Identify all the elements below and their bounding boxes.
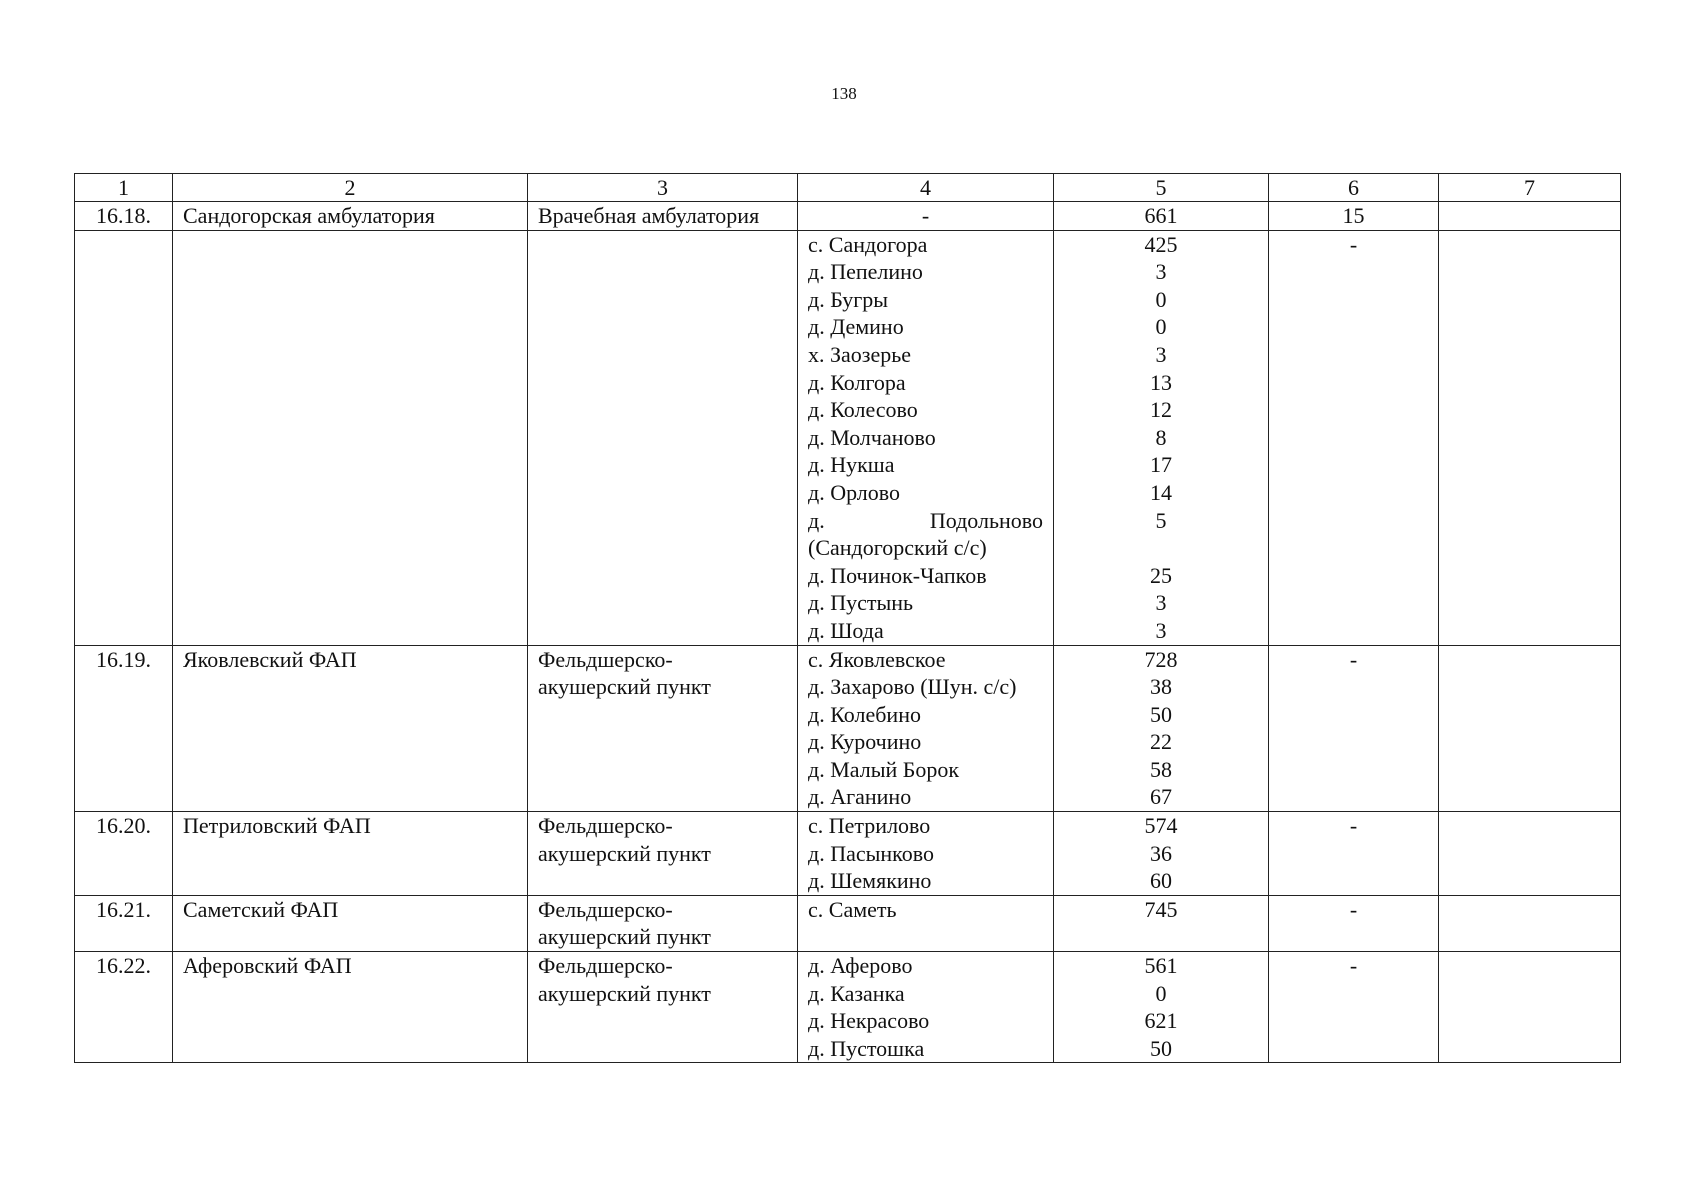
col7-cell [1439, 645, 1621, 812]
settlement-name: д. Шемякино [808, 868, 932, 894]
settlement-name: д. Некрасово [808, 1008, 930, 1034]
settlement-name: д. Молчаново [808, 424, 936, 450]
row-number [75, 230, 173, 645]
facility-type-line: акушерский пункт [538, 674, 711, 700]
table-row [75, 812, 1621, 896]
facility-name [173, 230, 528, 645]
col6-cell: - [1269, 895, 1439, 951]
column-number: 6 [1269, 174, 1439, 202]
population-value: 745 [1144, 896, 1178, 922]
facility-type [528, 895, 798, 951]
settlement-name: с. Саметь [808, 896, 897, 922]
column-number: 5 [1054, 174, 1269, 202]
population-list [1054, 645, 1269, 812]
col7-cell [1439, 952, 1621, 1063]
settlement-name: д. Нукша [808, 452, 895, 478]
population-value: 0 [1155, 314, 1167, 340]
settlement-name: д. Аганино [808, 784, 912, 810]
settlement-name: с. Петрилово [808, 813, 931, 839]
population-value: 22 [1150, 729, 1172, 755]
population-spacer [1064, 534, 1258, 562]
facility-name: Сандогорская амбулатория [173, 202, 528, 231]
population-value: 50 [1150, 1035, 1172, 1061]
table-row [75, 645, 1621, 812]
facility-type-line: акушерский пункт [538, 980, 711, 1006]
settlement-name: д. Пепелино [808, 259, 923, 285]
settlement-list [798, 952, 1054, 1063]
population-value: 60 [1150, 868, 1172, 894]
settlement-name: д. Казанка [808, 980, 905, 1006]
settlement-list [798, 230, 1054, 645]
settlement-name: д. Починок-Чапков [808, 562, 987, 588]
settlement-name: д. Аферово [808, 953, 913, 979]
population-value: 561 [1144, 953, 1178, 979]
population-value: 25 [1150, 562, 1172, 588]
population-value: 8 [1155, 424, 1167, 450]
population-value: 0 [1155, 286, 1167, 312]
column-number: 1 [75, 174, 173, 202]
col7-cell [1439, 812, 1621, 896]
facility-type-line: Фельдшерско- [538, 953, 673, 979]
col7-cell [1439, 202, 1621, 231]
settlement-name: д. Колесово [808, 397, 918, 423]
population-value: 67 [1150, 784, 1172, 810]
population-list [1054, 895, 1269, 951]
col6-cell: 15 [1269, 202, 1439, 231]
population-value: 12 [1150, 397, 1172, 423]
settlement-name: х. Заозерье [808, 341, 912, 367]
table-row [75, 952, 1621, 1063]
facility-type-line: акушерский пункт [538, 840, 711, 866]
population-value: 5 [1155, 507, 1167, 533]
table-row-summary [75, 202, 1621, 231]
col6-cell: - [1269, 812, 1439, 896]
settlement-word: Подольново [929, 507, 1043, 533]
population-value: 38 [1150, 674, 1172, 700]
population-value: 13 [1150, 369, 1172, 395]
column-number: 4 [798, 174, 1054, 202]
settlement-prefix: д. [808, 507, 825, 533]
population-value: 36 [1150, 840, 1172, 866]
population-value: 3 [1155, 259, 1167, 285]
population-cell: 661 [1054, 202, 1269, 231]
population-value: 621 [1144, 1008, 1178, 1034]
settlement-name: д. Орлово [808, 479, 901, 505]
table-row [75, 230, 1621, 645]
column-number-row [75, 174, 1621, 202]
population-value: 17 [1150, 452, 1172, 478]
col7-cell [1439, 230, 1621, 645]
settlement-list [798, 645, 1054, 812]
column-number: 7 [1439, 174, 1621, 202]
settlement-name: с. Яковлевское [808, 646, 946, 672]
settlement-name: д. Пустынь [808, 590, 914, 616]
settlement-name: д. Пасынково [808, 840, 934, 866]
settlement-list [798, 812, 1054, 896]
column-number: 2 [173, 174, 528, 202]
facility-type: Врачебная амбулатория [528, 202, 798, 231]
population-value: 50 [1150, 701, 1172, 727]
row-number: 16.22. [75, 952, 173, 1063]
population-value: 425 [1144, 231, 1178, 257]
settlement-name: д. Курочино [808, 729, 922, 755]
col6-cell: - [1269, 952, 1439, 1063]
col7-cell [1439, 895, 1621, 951]
population-value: 3 [1155, 590, 1167, 616]
table-row [75, 895, 1621, 951]
row-number: 16.19. [75, 645, 173, 812]
settlement-name-wrapped [808, 507, 1043, 535]
facility-type-line: Фельдшерско- [538, 813, 673, 839]
facility-type [528, 812, 798, 896]
population-value: 3 [1155, 341, 1167, 367]
settlement-name: д. Малый Борок [808, 756, 960, 782]
settlement-name-continued: (Сандогорский с/с) [808, 535, 987, 561]
facility-name: Аферовский ФАП [173, 952, 528, 1063]
settlement-cell: - [798, 202, 1054, 231]
population-value: 58 [1150, 756, 1172, 782]
settlement-name: д. Пустошка [808, 1035, 925, 1061]
row-number: 16.18. [75, 202, 173, 231]
row-number: 16.20. [75, 812, 173, 896]
facility-type-line: Фельдшерско- [538, 896, 673, 922]
population-value: 728 [1144, 646, 1178, 672]
population-value: 0 [1155, 980, 1167, 1006]
facility-type [528, 645, 798, 812]
settlement-name: с. Сандогора [808, 231, 928, 257]
facility-name: Петриловский ФАП [173, 812, 528, 896]
facility-type [528, 230, 798, 645]
settlement-name: д. Демино [808, 314, 904, 340]
facility-type-line: акушерский пункт [538, 924, 711, 950]
population-list [1054, 952, 1269, 1063]
facility-name: Саметский ФАП [173, 895, 528, 951]
settlement-name: д. Захарово (Шун. с/с) [808, 674, 1017, 700]
population-value: 574 [1144, 813, 1178, 839]
population-value: 3 [1155, 617, 1167, 643]
settlement-name: д. Колгора [808, 369, 906, 395]
facility-type-line: Фельдшерско- [538, 646, 673, 672]
facility-type [528, 952, 798, 1063]
population-list [1054, 812, 1269, 896]
col6-cell: - [1269, 230, 1439, 645]
settlement-name: д. Шода [808, 617, 884, 643]
col6-cell: - [1269, 645, 1439, 812]
settlement-name: д. Колебино [808, 701, 921, 727]
settlement-list [798, 895, 1054, 951]
population-value: 14 [1150, 479, 1172, 505]
facility-name: Яковлевский ФАП [173, 645, 528, 812]
settlement-name: д. Бугры [808, 286, 889, 312]
population-list [1054, 230, 1269, 645]
row-number: 16.21. [75, 895, 173, 951]
page-number: 138 [831, 84, 857, 103]
registry-table [74, 173, 1621, 1063]
column-number: 3 [528, 174, 798, 202]
